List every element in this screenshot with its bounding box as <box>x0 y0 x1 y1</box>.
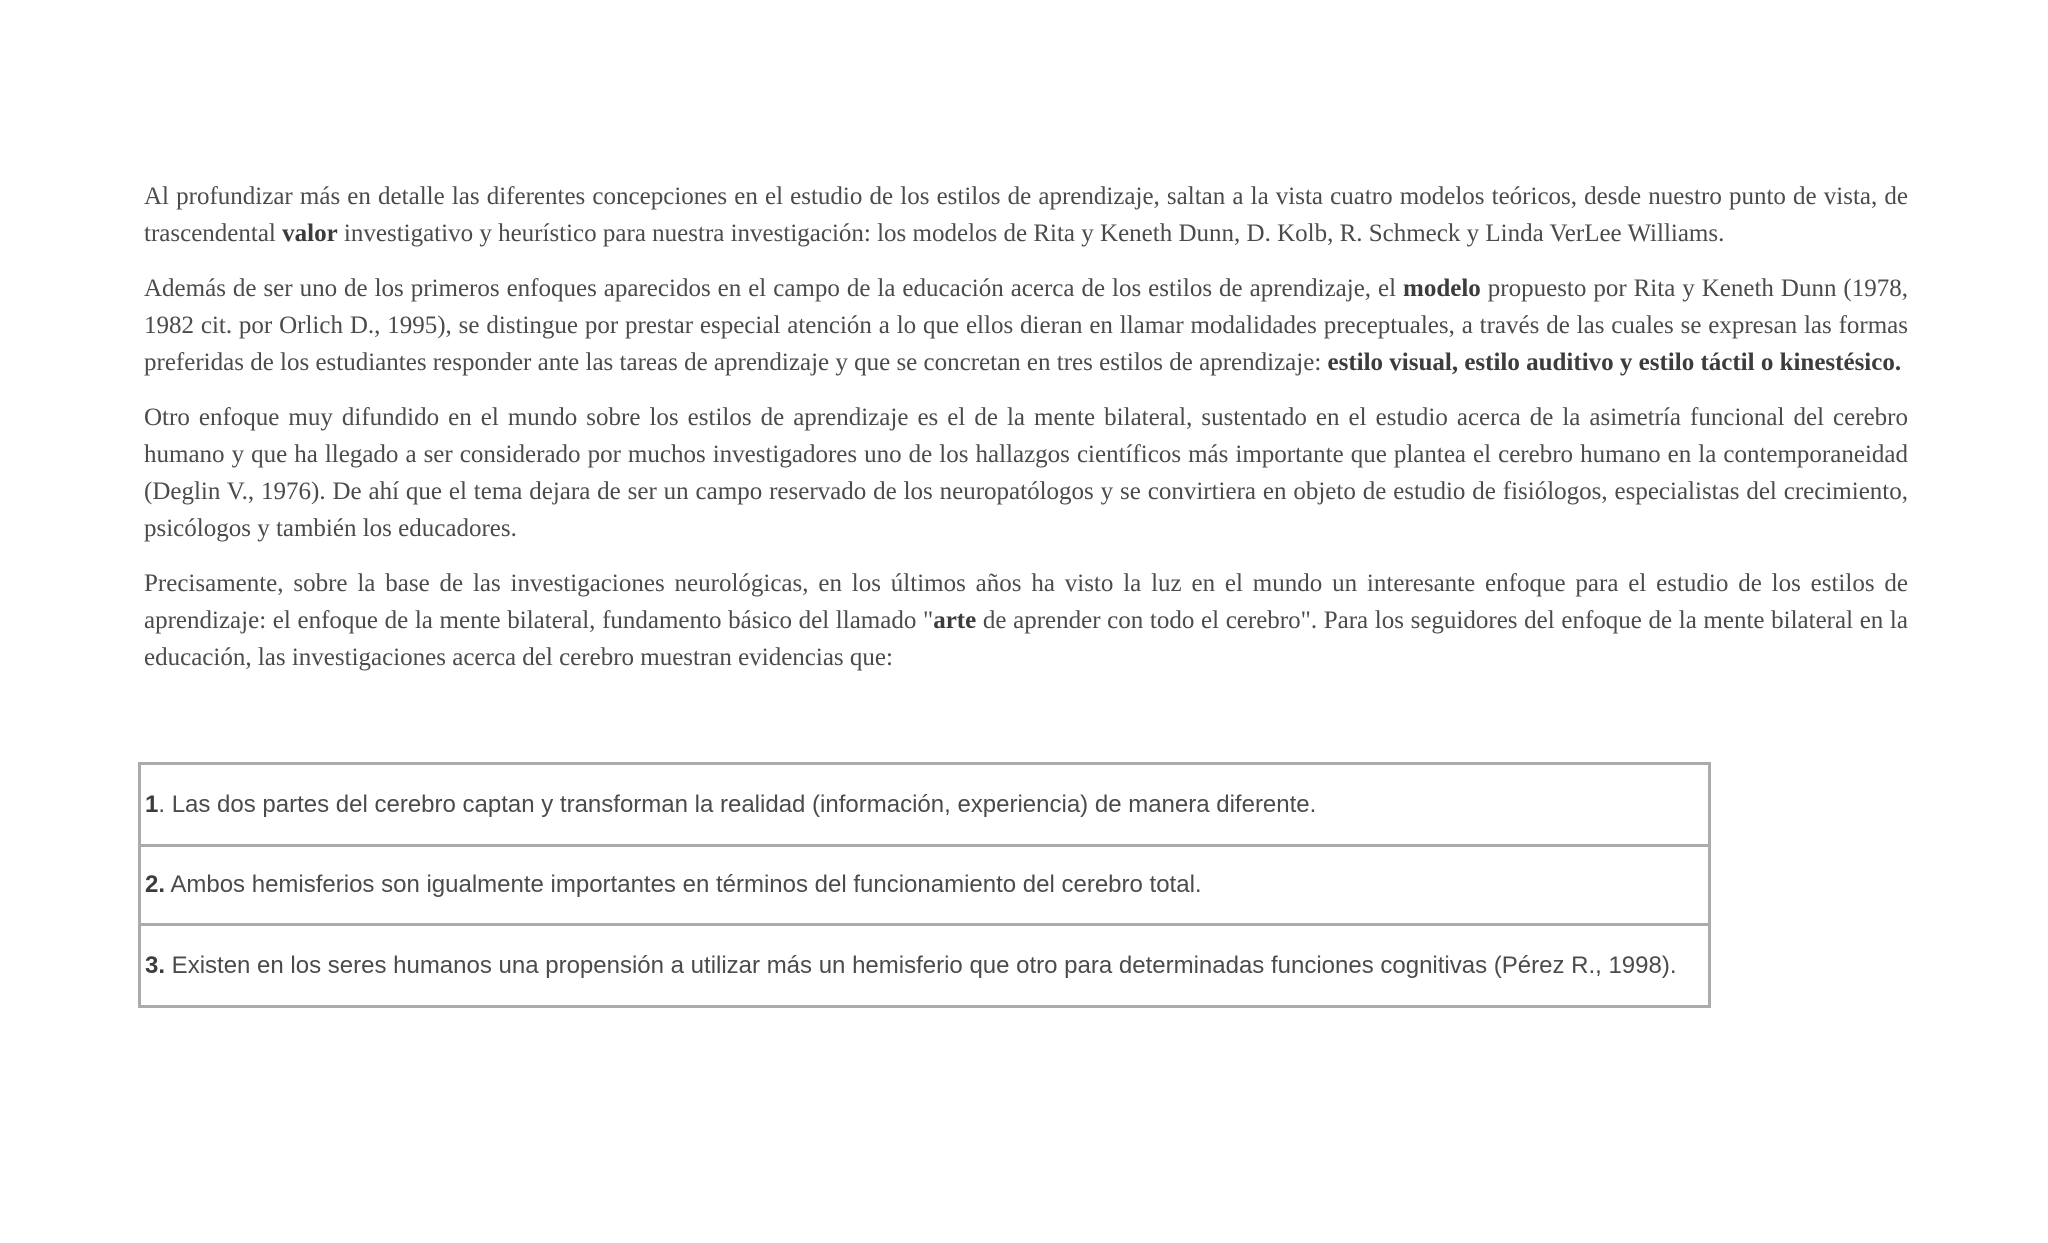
table-cell <box>140 846 1710 925</box>
paragraph-4 <box>144 565 1908 676</box>
document-body <box>144 178 1908 694</box>
table-cell <box>140 764 1710 846</box>
table-cell <box>140 925 1710 1007</box>
row-text: . Las dos partes del cerebro captan y transforman la realidad (información, experiencia) de manera diferente. <box>158 790 1317 818</box>
row-number: 2. <box>145 871 166 898</box>
paragraph-text: propuesto por Rita y Keneth Dunn (1978, 1982 cit. por Orlich D., 1995), se distingue por prestar especial atención a lo que ellos dieran en llamar modalidades preceptuales, a través de las cuales se expresan las formas preferidas de los estudiantes responder ante las tareas de aprendizaje y que se concretan en tres estilos de aprendizaje: <box>144 275 1908 376</box>
paragraph-text: de aprender con todo el cerebro". Para los seguidores del enfoque de la mente bilateral en la educación, las investigaciones acerca del cerebro muestran evidencias que: <box>144 607 1908 671</box>
paragraph-2 <box>144 270 1908 381</box>
table-row <box>140 764 1710 846</box>
bold-term-valor: valor <box>282 220 338 247</box>
paragraph-text: investigativo y heurístico para nuestra investigación: los modelos de Rita y Keneth Dunn, D. Kolb, R. Schmeck y Linda VerLee Williams. <box>337 220 1725 247</box>
row-text: Existen en los seres humanos una propensión a utilizar más un hemisferio que otro para determinadas funciones cognitivas (Pérez R., 1998). <box>165 951 1677 979</box>
paragraph-1 <box>144 178 1908 252</box>
paragraph-text: Al profundizar más en detalle las diferentes concepciones en el estudio de los estilos de aprendizaje, saltan a la vista cuatro modelos teóricos, desde nuestro punto de vista, de trascendental <box>144 183 1908 247</box>
paragraph-text: Precisamente, sobre la base de las investigaciones neurológicas, en los últimos años ha visto la luz en el mundo un interesante enfoque para el estudio de los estilos de aprendizaje: el enfoque de la mente bilateral, fundamento básico del llamado " <box>144 570 1908 634</box>
evidence-table <box>138 762 1711 1008</box>
paragraph-text: Otro enfoque muy difundido en el mundo sobre los estilos de aprendizaje es el de la mente bilateral, sustentado en el estudio acerca de la asimetría funcional del cerebro humano y que ha llegado a ser considerado por muchos investigadores uno de los hallazgos científicos más importante que plantea el cerebro humano en la contemporaneidad (Deglin V., 1976). De ahí que el tema dejara de ser un campo reservado de los neuropatólogos y se convirtiera en objeto de estudio de fisiólogos, especialistas del crecimiento, psicólogos y también los educadores. <box>144 404 1908 542</box>
row-number: 3. <box>145 951 166 979</box>
bold-term-arte: arte <box>933 607 977 634</box>
row-text: Ambos hemisferios son igualmente importantes en términos del funcionamiento del cerebro total. <box>165 871 1202 898</box>
table-row <box>140 846 1710 925</box>
row-number: 1 <box>145 790 159 818</box>
paragraph-text: Además de ser uno de los primeros enfoques aparecidos en el campo de la educación acerca de los estilos de aprendizaje, el <box>144 275 1404 302</box>
table-row <box>140 925 1710 1007</box>
paragraph-3 <box>144 399 1908 547</box>
bold-term-modelo: modelo <box>1403 275 1481 302</box>
bold-term-estilos: estilo visual, estilo auditivo y estilo táctil o kinestésico. <box>1327 349 1902 376</box>
